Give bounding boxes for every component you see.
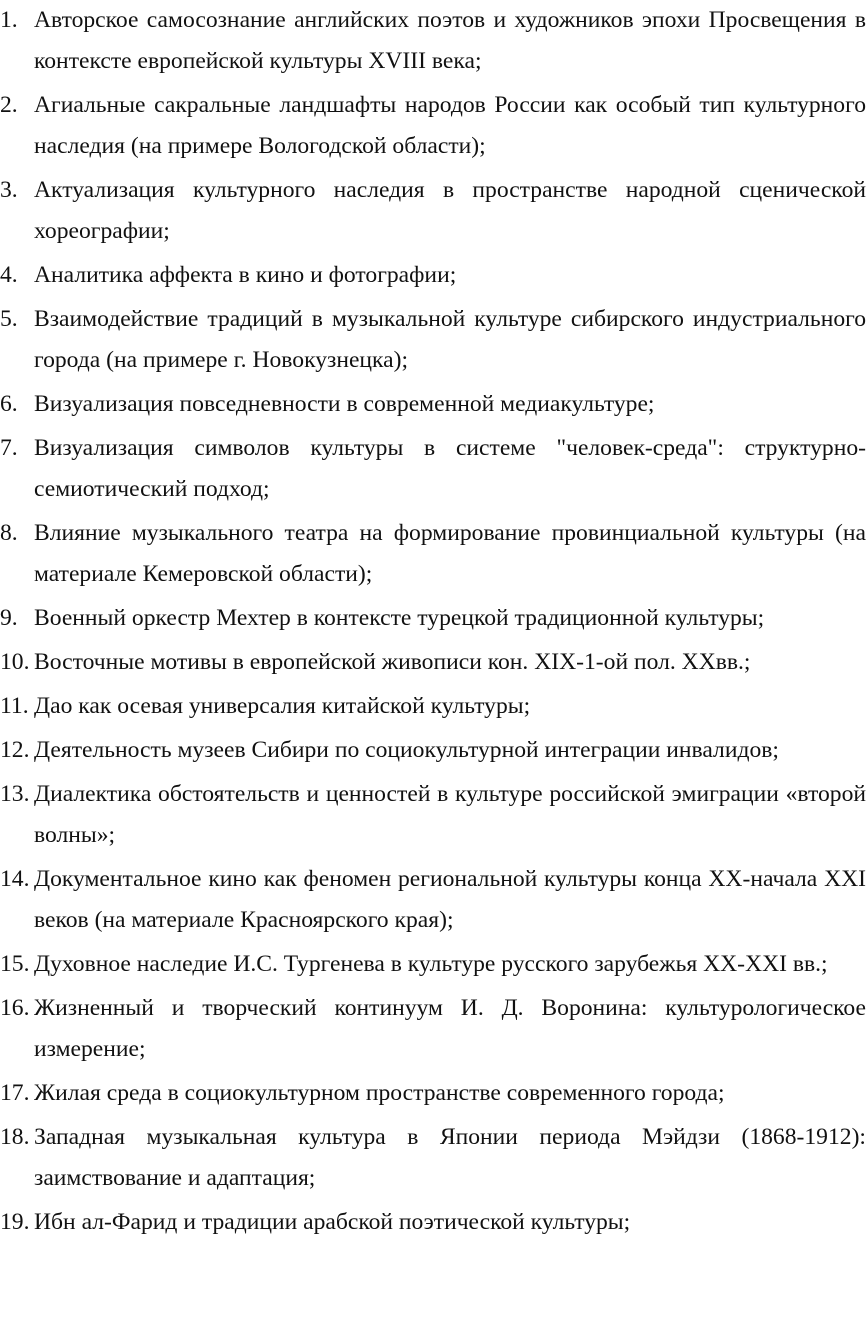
item-number: 2. <box>0 92 18 118</box>
item-number: 17. <box>0 1080 30 1106</box>
list-item <box>0 0 866 82</box>
item-number: 3. <box>0 177 18 203</box>
list-item <box>0 513 866 595</box>
item-number: 14. <box>0 866 30 892</box>
list-item <box>0 730 866 771</box>
item-text: Восточные мотивы в европейской живописи кон. XIX-1-ой пол. XXвв.; <box>34 649 751 675</box>
item-text: Военный оркестр Мехтер в контексте турецкой традиционной культуры; <box>34 605 765 631</box>
item-number: 16. <box>0 995 30 1021</box>
list-item <box>0 1117 866 1199</box>
item-number: 4. <box>0 262 18 288</box>
item-text: Влияние музыкального театра на формирование провинциальной культуры (на материале Кемеровской области); <box>34 520 866 587</box>
item-text: Взаимодействие традиций в музыкальной культуре сибирского индустриального города (на примере г. Новокузнецка); <box>34 306 866 373</box>
item-text: Документальное кино как феномен региональной культуры конца XX-начала XXI веков (на материале Красноярского края); <box>34 866 866 933</box>
item-text: Деятельность музеев Сибири по социокультурной интеграции инвалидов; <box>34 737 779 763</box>
item-text: Западная музыкальная культура в Японии периода Мэйдзи (1868-1912): заимствование и адаптация; <box>34 1124 866 1191</box>
item-number: 5. <box>0 306 18 332</box>
item-number: 1. <box>0 7 18 33</box>
item-number: 18. <box>0 1124 30 1150</box>
list-item <box>0 859 866 941</box>
item-text: Визуализация повседневности в современной медиакультуре; <box>34 391 655 417</box>
item-text: Ибн ал-Фарид и традиции арабской поэтической культуры; <box>34 1209 631 1235</box>
item-number: 8. <box>0 520 18 546</box>
item-text: Визуализация символов культуры в системе "человек-среда": структурно-семиотический подход; <box>34 435 866 502</box>
item-text: Дао как осевая универсалия китайской культуры; <box>34 693 531 719</box>
list-item <box>0 642 866 683</box>
item-text: Духовное наследие И.С. Тургенева в культуре русского зарубежья XX-XXI вв.; <box>34 951 828 977</box>
list-item <box>0 299 866 381</box>
item-number: 11. <box>0 693 29 719</box>
item-number: 10. <box>0 649 30 675</box>
list-item <box>0 686 866 727</box>
list-item <box>0 85 866 167</box>
list-item <box>0 774 866 856</box>
list-item <box>0 428 866 510</box>
item-number: 9. <box>0 605 18 631</box>
item-number: 19. <box>0 1209 30 1235</box>
list-item <box>0 988 866 1070</box>
list-item <box>0 384 866 425</box>
item-text: Авторское самосознание английских поэтов и художников эпохи Просвещения в контексте европейской культуры XVIII века; <box>34 7 866 74</box>
item-text: Агиальные сакральные ландшафты народов России как особый тип культурного наследия (на примере Вологодской области); <box>34 92 866 159</box>
list-item <box>0 1073 866 1114</box>
item-text: Аналитика аффекта в кино и фотографии; <box>34 262 457 288</box>
item-number: 6. <box>0 391 18 417</box>
list-item <box>0 598 866 639</box>
item-number: 13. <box>0 781 30 807</box>
item-number: 7. <box>0 435 18 461</box>
item-text: Диалектика обстоятельств и ценностей в культуре российской эмиграции «второй волны»; <box>34 781 866 848</box>
list-item <box>0 1202 866 1243</box>
item-text: Жизненный и творческий континуум И. Д. Воронина: культурологическое измерение; <box>34 995 866 1062</box>
item-number: 12. <box>0 737 30 763</box>
item-text: Актуализация культурного наследия в пространстве народной сценической хореографии; <box>34 177 866 244</box>
item-text: Жилая среда в социокультурном пространстве современного города; <box>34 1080 725 1106</box>
list-item <box>0 255 866 296</box>
list-item <box>0 944 866 985</box>
item-number: 15. <box>0 951 30 977</box>
list-item <box>0 170 866 252</box>
